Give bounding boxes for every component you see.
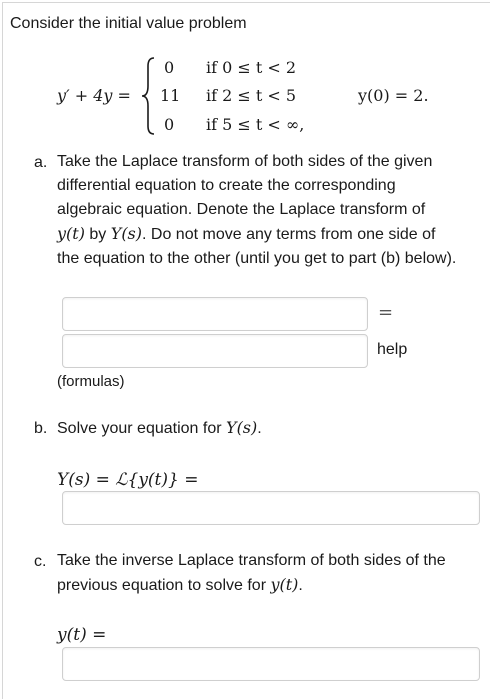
initial-condition: y(0) = 2. [358,86,429,105]
part-c-line-1: Take the inverse Laplace transform of both sides of the [57,552,446,569]
part-c-yt: y(t) [270,575,299,594]
help-link[interactable]: help [377,341,408,358]
part-a-line-2: differential equation to create the corresponding [57,177,396,194]
part-b-prompt: Solve your equation for [57,420,226,437]
part-a-line-3: algebraic equation. Denote the Laplace transform of [57,201,426,218]
part-b-marker: b. [34,420,48,437]
equals-sign: = [378,302,394,323]
part-b-period: . [257,420,262,437]
part-c-marker: c. [34,553,47,570]
part-b-text [57,416,262,441]
piecewise-value-2: 11 [160,86,181,105]
laplace-lhs-input[interactable] [62,297,368,331]
piecewise-brace [140,56,158,136]
piecewise-value-1: 0 [164,58,175,77]
part-a-line-1: Take the Laplace transform of both sides of the given [57,153,433,170]
part-a-yt: y(t) [57,224,85,243]
piecewise-value-3: 0 [164,115,175,134]
ys-expression: Y(s) = ℒ{y(t)} = [57,470,199,490]
part-a-line-5: the equation to the other (until you get to part (b) below). [57,250,457,267]
intro-text: Consider the initial value problem [10,15,247,32]
part-c-period: . [298,577,303,594]
part-c-text [57,549,485,598]
part-c-line-2: previous equation to solve for [57,577,271,594]
piecewise-condition-1: if 0 ≤ t < 2 [206,58,297,77]
yt-label: y(t) = [57,625,107,645]
part-a-text [57,150,485,271]
ode-lhs: y′ + 4y = [57,86,131,105]
part-a-marker: a. [34,154,48,171]
laplace-rhs-input[interactable] [62,334,368,368]
formulas-link[interactable]: (formulas) [57,373,125,390]
part-a-line-4-rest: . Do not move any terms from one side of [142,226,436,243]
piecewise-condition-3: if 5 ≤ t < ∞, [206,115,305,134]
ys-input[interactable] [62,491,480,525]
part-a-ys: Y(s) [110,224,143,243]
part-b-ys: Y(s) [226,418,258,437]
part-a-by: by [84,226,111,243]
piecewise-condition-2: if 2 ≤ t < 5 [206,86,297,105]
yt-input[interactable] [62,647,480,681]
